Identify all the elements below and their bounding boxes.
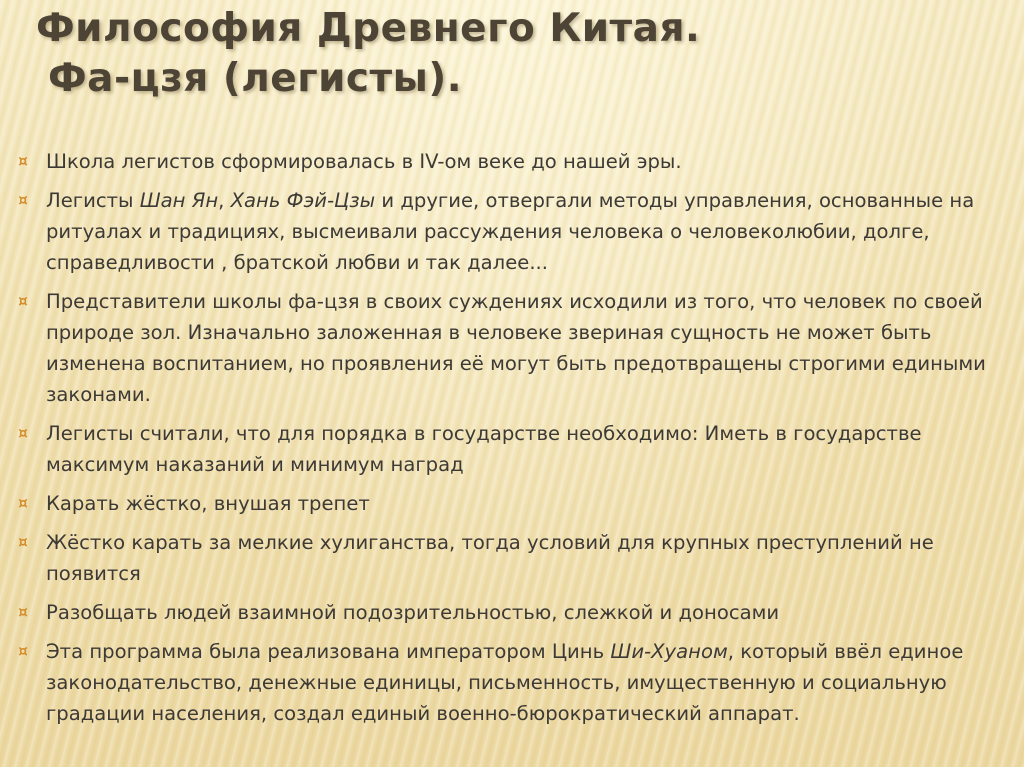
- list-item: [10, 636, 1014, 729]
- bullet-icon: ¤: [18, 292, 28, 310]
- list-item: [10, 286, 1014, 410]
- italic-name: Хань Фэй-Цзы: [230, 189, 376, 212]
- bullet-icon: ¤: [18, 152, 28, 170]
- bullet-list: [10, 146, 1014, 737]
- list-item: [10, 146, 1014, 177]
- italic-name: Ши-Хуаном: [610, 640, 728, 663]
- list-item-text: [36, 185, 1014, 278]
- list-item-text: Карать жёстко, внушая трепет: [46, 492, 370, 515]
- text-run: Легисты: [46, 189, 140, 212]
- bullet-icon: ¤: [18, 603, 28, 621]
- list-item: [10, 185, 1014, 278]
- bullet-icon: ¤: [18, 533, 28, 551]
- text-run: , который ввёл единое законодательство, денежные единицы, письменность, имущественную и социальную градации населения, создал единый военно-бюрократический аппарат.: [46, 640, 964, 725]
- text-run: ,: [218, 189, 231, 212]
- list-item: [10, 597, 1014, 628]
- bullet-icon: ¤: [18, 424, 28, 442]
- title-line-2: Фа-цзя (легисты).: [48, 56, 463, 101]
- italic-name: Шан Ян: [139, 189, 219, 212]
- title-line-1: Философия Древнего Китая.: [36, 6, 701, 51]
- list-item-text: [36, 636, 1014, 729]
- list-item: [10, 527, 1014, 589]
- bullet-icon: ¤: [18, 494, 28, 512]
- list-item-text: Жёстко карать за мелкие хулиганства, тогда условий для крупных преступлений не появится: [46, 531, 934, 585]
- slide-title: [36, 4, 996, 104]
- text-run: Эта программа была реализована императором Цинь: [46, 640, 611, 663]
- text-run: и другие, отвергали методы управления, основанные на ритуалах и традициях, высмеивали рассуждения человека о человеколюбии, долге, справедливости , братской любви и так далее...: [46, 189, 975, 274]
- list-item-text: Разобщать людей взаимной подозрительностью, слежкой и доносами: [46, 601, 780, 624]
- list-item-text: Представители школы фа-цзя в своих суждениях исходили из того, что человек по своей природе зол. Изначально заложенная в человеке звериная сущность не может быть изменена воспитанием, но проявления её могут быть предотвращены строгими едиными законами.: [46, 290, 986, 406]
- bullet-icon: ¤: [18, 642, 28, 660]
- list-item: [10, 418, 1014, 480]
- list-item: [10, 488, 1014, 519]
- bullet-icon: ¤: [18, 191, 28, 209]
- list-item-text: Школа легистов сформировалась в IV-ом веке до нашей эры.: [46, 150, 682, 173]
- list-item-text: Легисты считали, что для порядка в государстве необходимо: Иметь в государстве максимум наказаний и минимум наград: [46, 422, 922, 476]
